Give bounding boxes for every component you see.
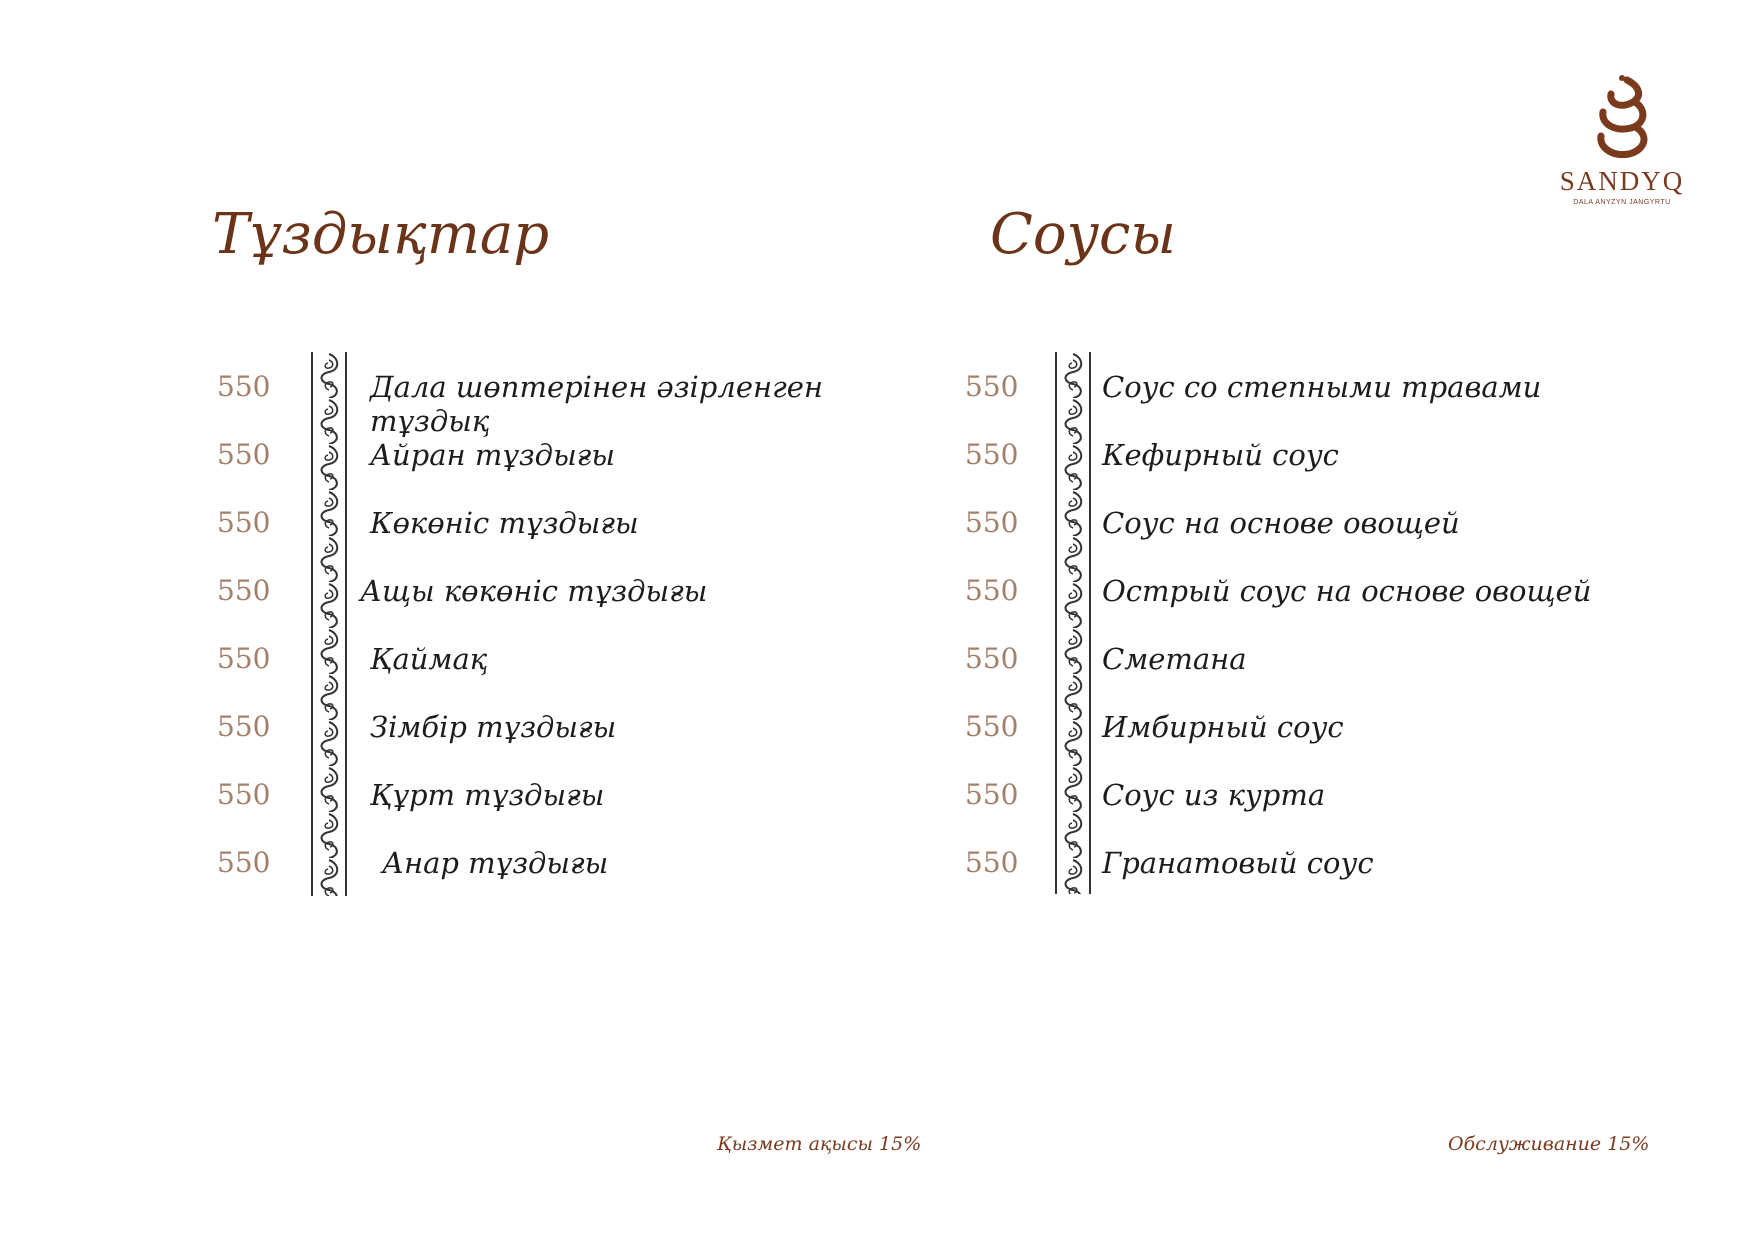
section-title: Тұздықтар xyxy=(212,202,550,267)
item-price: 550 xyxy=(217,710,271,743)
item-name: Құрт тұздығы xyxy=(370,778,605,812)
menu-item xyxy=(212,438,1012,498)
item-name: Острый соус на основе овощей xyxy=(1102,574,1592,608)
service-charge-note-kazakh: Қызмет ақысы 15% xyxy=(717,1133,922,1155)
brand-logo xyxy=(1556,74,1688,206)
menu-item xyxy=(212,710,1012,770)
item-price: 550 xyxy=(217,438,271,471)
menu-item xyxy=(960,778,1754,838)
item-price: 550 xyxy=(217,506,271,539)
item-price: 550 xyxy=(217,846,271,879)
item-name: Анар тұздығы xyxy=(382,846,609,880)
menu-item xyxy=(212,574,1012,634)
item-price: 550 xyxy=(965,574,1019,607)
item-name: Қаймақ xyxy=(370,642,488,676)
brand-tagline: DALA ANYZYN JANGYRTU xyxy=(1573,199,1671,206)
item-price: 550 xyxy=(965,642,1019,675)
item-name: Ащы көкөніс тұздығы xyxy=(360,574,708,608)
item-name: Айран тұздығы xyxy=(370,438,615,472)
menu-item xyxy=(212,778,1012,838)
item-price: 550 xyxy=(217,778,271,811)
item-price: 550 xyxy=(965,710,1019,743)
menu-item xyxy=(960,506,1754,566)
menu-item xyxy=(960,846,1754,906)
menu-item xyxy=(960,438,1754,498)
item-name: Зімбір тұздығы xyxy=(370,710,617,744)
item-price: 550 xyxy=(965,846,1019,879)
menu-item xyxy=(960,574,1754,634)
item-price: 550 xyxy=(217,574,271,607)
item-name: Соус со степными травами xyxy=(1102,370,1542,404)
section-title: Соусы xyxy=(990,202,1177,267)
service-charge-note-russian: Обслуживание 15% xyxy=(1448,1133,1650,1155)
item-price: 550 xyxy=(217,370,271,403)
item-price: 550 xyxy=(965,778,1019,811)
item-price: 550 xyxy=(965,438,1019,471)
menu-item xyxy=(212,846,1012,906)
item-name: Көкөніс тұздығы xyxy=(370,506,639,540)
item-name: Кефирный соус xyxy=(1102,438,1339,472)
menu-item xyxy=(212,642,1012,702)
menu-item xyxy=(212,370,1012,438)
item-name: Гранатовый соус xyxy=(1102,846,1374,880)
menu-item xyxy=(212,506,1012,566)
item-price: 550 xyxy=(965,506,1019,539)
stylized-ornament-icon xyxy=(1589,74,1655,160)
menu-item xyxy=(960,642,1754,702)
item-name: Сметана xyxy=(1102,642,1247,676)
item-name: Имбирный соус xyxy=(1102,710,1344,744)
item-name: Соус на основе овощей xyxy=(1102,506,1460,540)
item-price: 550 xyxy=(217,642,271,675)
brand-name: SANDYQ xyxy=(1559,166,1685,196)
menu-item xyxy=(960,370,1754,430)
item-price: 550 xyxy=(965,370,1019,403)
menu-item xyxy=(960,710,1754,770)
item-name: Дала шөптерінен әзірленген тұздық xyxy=(370,370,823,438)
item-name: Соус из курта xyxy=(1102,778,1326,812)
